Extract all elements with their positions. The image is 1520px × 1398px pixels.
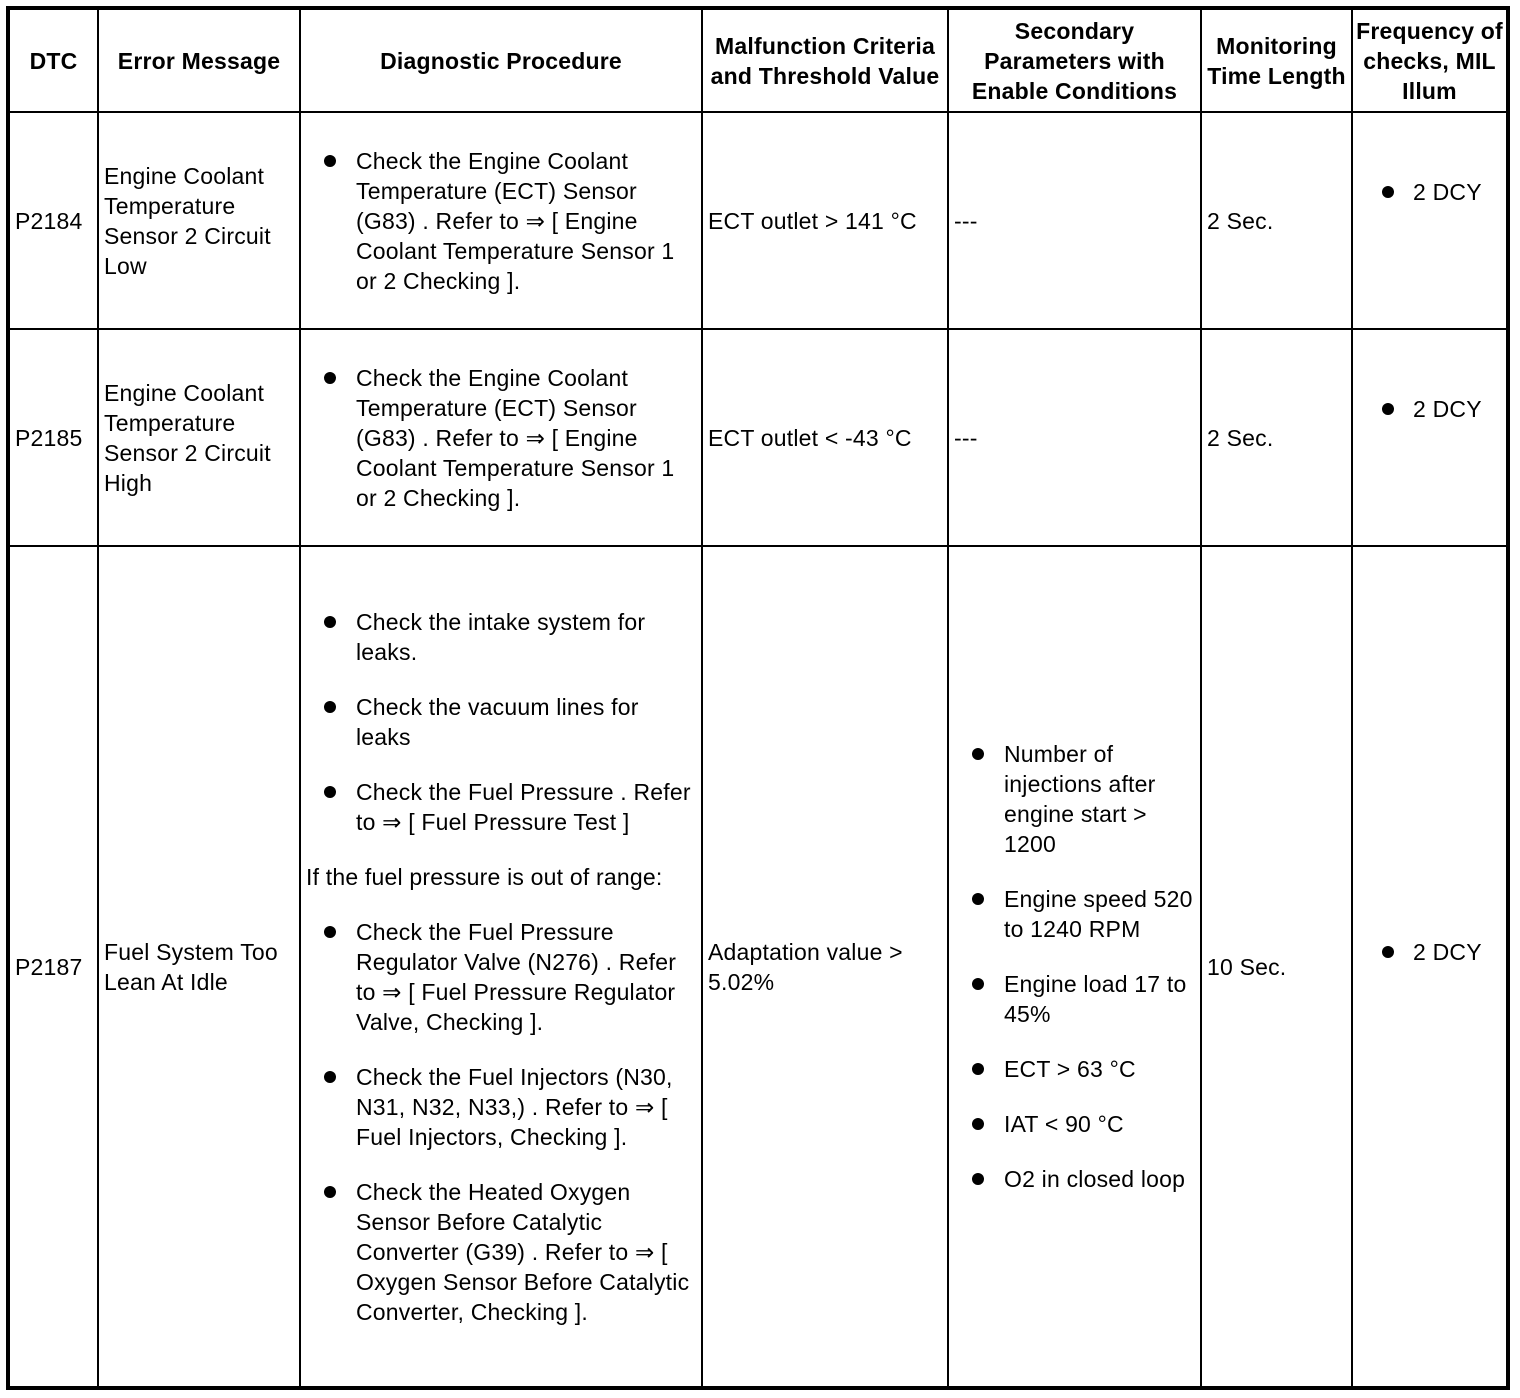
procedure-step — [306, 917, 696, 1037]
bullet-icon — [972, 893, 984, 905]
bullet-icon — [324, 372, 336, 384]
frequency-item — [1358, 177, 1501, 207]
header-monitoring-time: Monitoring Time Length — [1201, 8, 1352, 112]
procedure-step-text: Check the Engine Coolant Temperature (ECT) Sensor (G83) . Refer to ⇒ [ Engine Coolant Temperature Sensor 1 or 2 Checking ]. — [356, 364, 675, 511]
secondary-item-text: Number of injections after engine start > 1200 — [1004, 741, 1156, 857]
procedure-step — [306, 1177, 696, 1327]
secondary-item-text: O2 in closed loop — [1004, 1166, 1186, 1192]
procedure-step-text: Check the Fuel Injectors (N30, N31, N32, N33,) . Refer to ⇒ [ Fuel Injectors, Checking ]. — [356, 1063, 673, 1150]
table-row — [8, 112, 1508, 329]
error-message: Fuel System Too Lean At Idle — [98, 546, 300, 1388]
bullet-icon — [972, 1173, 984, 1185]
procedure-step-text: Check the Engine Coolant Temperature (ECT) Sensor (G83) . Refer to ⇒ [ Engine Coolant Temperature Sensor 1 or 2 Checking ]. — [356, 147, 675, 294]
header-malfunction-criteria: Malfunction Criteria and Threshold Value — [702, 8, 948, 112]
bullet-icon — [324, 1071, 336, 1083]
diagnostic-procedure — [300, 112, 702, 329]
frequency-text: 2 DCY — [1413, 938, 1482, 965]
dtc-code: P2184 — [8, 112, 98, 329]
procedure-step-text: Check the vacuum lines for leaks — [356, 693, 639, 750]
monitoring-time: 2 Sec. — [1201, 112, 1352, 329]
procedure-step-text: Check the intake system for leaks. — [356, 608, 646, 665]
dtc-table — [6, 6, 1510, 1390]
procedure-note: If the fuel pressure is out of range: — [306, 863, 663, 890]
bullet-icon — [1382, 186, 1394, 198]
secondary-item — [954, 739, 1195, 859]
secondary-item — [954, 1164, 1195, 1194]
frequency-mil — [1352, 112, 1508, 329]
procedure-step — [306, 692, 696, 752]
malfunction-criteria: Adaptation value > 5.02% — [702, 546, 948, 1388]
bullet-icon — [972, 748, 984, 760]
secondary-parameters — [948, 546, 1201, 1388]
secondary-parameters: --- — [948, 329, 1201, 546]
frequency-item — [1358, 937, 1501, 967]
frequency-text: 2 DCY — [1413, 179, 1482, 205]
procedure-step — [306, 777, 696, 837]
procedure-step — [306, 1062, 696, 1152]
header-dtc: DTC — [8, 8, 98, 112]
bullet-icon — [324, 926, 336, 938]
procedure-step-text: Check the Fuel Pressure Regulator Valve (N276) . Refer to ⇒ [ Fuel Pressure Regulator Valve, Checking ]. — [356, 918, 677, 1035]
table-header-row — [8, 8, 1508, 112]
bullet-icon — [972, 1063, 984, 1075]
bullet-icon — [972, 978, 984, 990]
header-secondary-parameters: Secondary Parameters with Enable Conditions — [948, 8, 1201, 112]
secondary-item-text: Engine load 17 to 45% — [1004, 971, 1187, 1027]
bullet-icon — [1382, 946, 1394, 958]
procedure-step — [306, 363, 696, 513]
header-frequency: Frequency of checks, MIL Illum — [1352, 8, 1508, 112]
secondary-item — [954, 1054, 1195, 1084]
frequency-item — [1358, 394, 1501, 424]
secondary-item-text: Engine speed 520 to 1240 RPM — [1004, 886, 1193, 942]
bullet-icon — [324, 616, 336, 628]
frequency-mil — [1352, 329, 1508, 546]
monitoring-time: 2 Sec. — [1201, 329, 1352, 546]
table-row — [8, 329, 1508, 546]
monitoring-time: 10 Sec. — [1201, 546, 1352, 1388]
header-diagnostic-procedure: Diagnostic Procedure — [300, 8, 702, 112]
frequency-text: 2 DCY — [1413, 396, 1482, 422]
procedure-step — [306, 607, 696, 667]
procedure-step-text: Check the Fuel Pressure . Refer to ⇒ [ Fuel Pressure Test ] — [356, 778, 691, 835]
procedure-step — [306, 146, 696, 296]
secondary-item-text: ECT > 63 °C — [1004, 1056, 1136, 1082]
bullet-icon — [324, 155, 336, 167]
dtc-code: P2185 — [8, 329, 98, 546]
bullet-icon — [324, 786, 336, 798]
bullet-icon — [1382, 403, 1394, 415]
table-row — [8, 546, 1508, 1388]
secondary-item — [954, 884, 1195, 944]
dtc-code: P2187 — [8, 546, 98, 1388]
secondary-item — [954, 1109, 1195, 1139]
bullet-icon — [324, 701, 336, 713]
malfunction-criteria: ECT outlet > 141 °C — [702, 112, 948, 329]
secondary-item-text: IAT < 90 °C — [1004, 1111, 1124, 1137]
secondary-item — [954, 969, 1195, 1029]
error-message: Engine Coolant Temperature Sensor 2 Circuit Low — [98, 112, 300, 329]
malfunction-criteria: ECT outlet < -43 °C — [702, 329, 948, 546]
diagnostic-procedure — [300, 546, 702, 1388]
bullet-icon — [324, 1186, 336, 1198]
diagnostic-procedure — [300, 329, 702, 546]
secondary-parameters: --- — [948, 112, 1201, 329]
procedure-step-text: Check the Heated Oxygen Sensor Before Catalytic Converter (G39) . Refer to ⇒ [ Oxygen Sensor Before Catalytic Converter, Checking ]. — [356, 1178, 690, 1325]
bullet-icon — [972, 1118, 984, 1130]
error-message: Engine Coolant Temperature Sensor 2 Circuit High — [98, 329, 300, 546]
header-error-message: Error Message — [98, 8, 300, 112]
frequency-mil — [1352, 546, 1508, 1388]
